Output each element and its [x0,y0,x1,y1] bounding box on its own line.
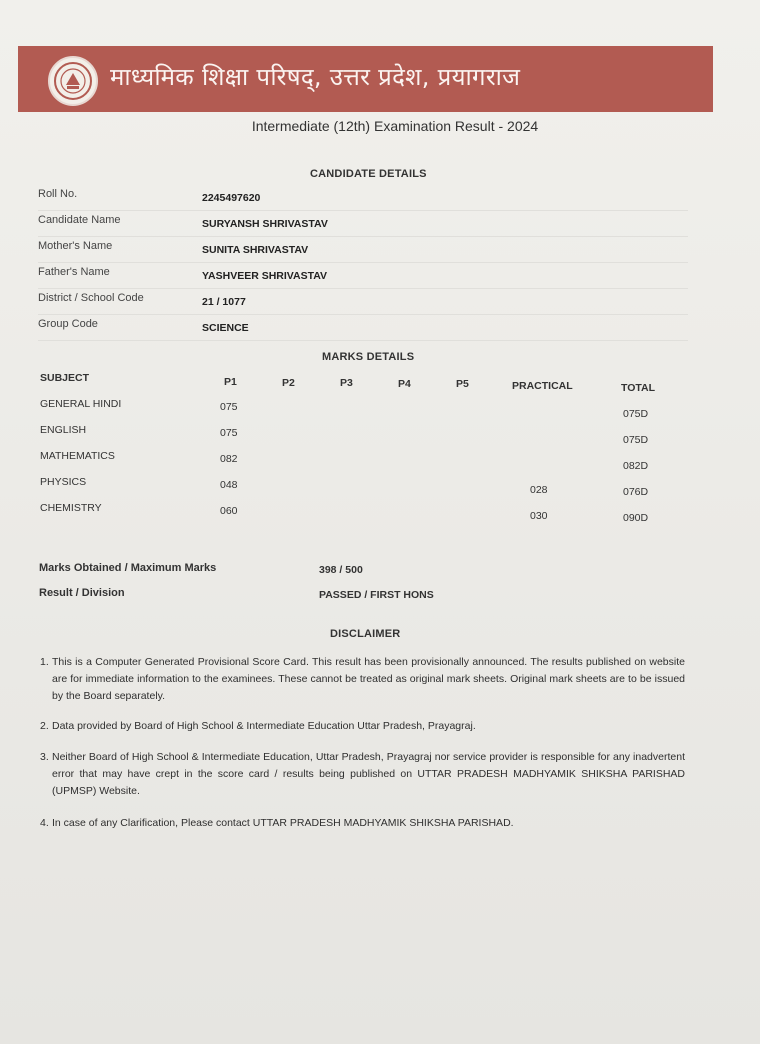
candidate-row [38,266,688,289]
candidate-row [38,292,688,315]
total-marks: 082D [623,460,649,472]
field-label: Mother's Name [38,240,113,252]
subject-name: GENERAL HINDI [40,398,122,410]
result-label: Result / Division [39,587,125,599]
item-text: In case of any Clarification, Please contact UTTAR PRADESH MADHYAMIK SHIKSHA PARISHAD. [52,817,514,829]
item-number: 3. [40,751,49,763]
total-marks: 075D [623,408,649,420]
subject-name: CHEMISTRY [40,502,102,514]
total-marks: 076D [623,486,649,498]
marks-obtained-value: 398 / 500 [319,564,363,576]
item-number: 4. [40,817,49,829]
item-number: 2. [40,720,49,732]
p1-marks: 060 [220,505,238,517]
field-label: Father's Name [38,266,110,278]
col-total: TOTAL [621,382,656,394]
p1-marks: 048 [220,479,238,491]
col-p4: P4 [398,378,411,390]
col-subject: SUBJECT [40,372,90,384]
practical-marks: 030 [530,510,548,522]
disclaimer-title: DISCLAIMER [330,628,401,640]
practical-marks: 028 [530,484,548,496]
candidate-details-title: CANDIDATE DETAILS [310,168,427,180]
candidate-name: SURYANSH SHRIVASTAV [202,218,328,230]
field-label: Group Code [38,318,98,330]
col-p1: P1 [224,376,237,388]
col-p5: P5 [456,378,469,390]
item-text: Neither Board of High School & Intermediate Education, Uttar Pradesh, Prayagraj nor service provider is responsible for any inadvertent error that may have crept in the score card / results being published on UTTAR PRADESH MADHYAMIK SHIKSHA PARISHAD (UPMSP) Website. [52,751,685,797]
mother-name: SUNITA SHRIVASTAV [202,244,309,256]
father-name: YASHVEER SHRIVASTAV [202,270,328,282]
result-value: PASSED / FIRST HONS [319,589,434,601]
table-row [40,398,690,422]
total-marks: 090D [623,512,649,524]
col-practical: PRACTICAL [512,380,573,392]
group-code: SCIENCE [202,322,249,334]
table-row [40,424,690,448]
exam-title: Intermediate (12th) Examination Result - 2024 [251,118,539,134]
item-text: This is a Computer Generated Provisional Score Card. This result has been provisionally announced. The results published on website are for immediate information to the examinees. These cannot be treated as original mark sheets. Original mark sheets are to be issued by the Board separately. [52,656,685,702]
field-label: Candidate Name [38,214,121,226]
result-row [39,587,689,607]
upmsp-emblem-icon [48,56,98,106]
disclaimer-item [40,749,685,800]
roll-number: 2245497620 [202,192,261,204]
header-banner [18,46,713,112]
table-row [40,450,690,474]
marks-details-title: MARKS DETAILS [322,351,415,363]
col-p3: P3 [340,377,353,389]
table-row [40,502,690,526]
item-number: 1. [40,656,49,668]
district-school-code: 21 / 1077 [202,296,246,308]
field-label: District / School Code [38,292,144,304]
col-p2: P2 [282,377,295,389]
field-label: Roll No. [38,188,78,200]
p1-marks: 075 [220,427,238,439]
disclaimer-item [40,654,685,705]
p1-marks: 075 [220,401,238,413]
disclaimer-item [40,718,685,735]
board-name: माध्यमिक शिक्षा परिषद्, उत्तर प्रदेश, प्रयागराज [110,63,521,91]
total-marks: 075D [623,434,649,446]
subject-name: MATHEMATICS [40,450,115,462]
candidate-row [38,188,688,211]
marks-header-row [40,372,690,394]
subject-name: PHYSICS [40,476,87,488]
disclaimer-item [40,815,685,832]
table-row [40,476,690,500]
marks-obtained-row [39,562,689,582]
marks-obtained-label: Marks Obtained / Maximum Marks [39,562,217,574]
p1-marks: 082 [220,453,238,465]
candidate-row [38,318,688,341]
candidate-row [38,214,688,237]
subject-name: ENGLISH [40,424,87,436]
item-text: Data provided by Board of High School & Intermediate Education Uttar Pradesh, Prayagraj. [52,720,476,732]
candidate-row [38,240,688,263]
